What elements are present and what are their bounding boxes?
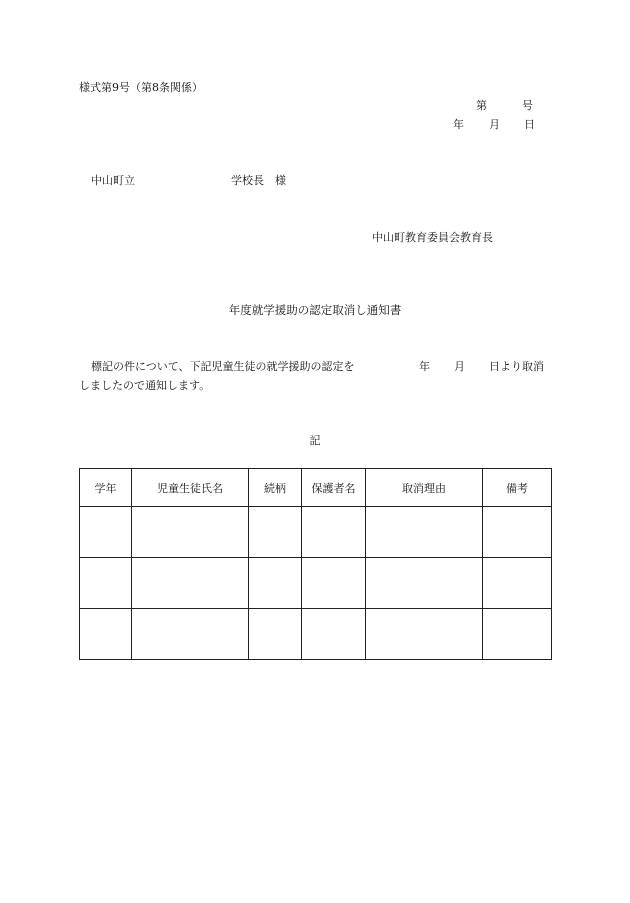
table-cell xyxy=(366,558,483,609)
table-cell xyxy=(249,609,302,660)
table-cell xyxy=(366,507,483,558)
table-cell xyxy=(80,609,132,660)
table-cell xyxy=(80,558,132,609)
col-header-relationship: 続柄 xyxy=(249,469,302,507)
table-cell xyxy=(132,558,249,609)
body-day-tail: 日より取消 xyxy=(489,360,544,373)
document-title: 年度就学援助の認定取消し通知書 xyxy=(228,303,402,317)
table-cell xyxy=(249,507,302,558)
table-cell xyxy=(249,558,302,609)
col-header-cancel-reason: 取消理由 xyxy=(366,469,483,507)
col-header-remarks: 備考 xyxy=(483,469,552,507)
addressee-school: 中山町立 xyxy=(91,174,135,187)
form-number: 様式第9号（第8条関係） xyxy=(79,81,203,94)
date-month-label: 月 xyxy=(489,118,500,131)
col-header-student-name: 児童生徒氏名 xyxy=(132,469,249,507)
addressee-principal: 学校長 様 xyxy=(231,174,286,187)
table-cell xyxy=(132,507,249,558)
document-number-prefix: 第 xyxy=(476,99,487,112)
body-line-1 xyxy=(79,360,551,374)
student-table xyxy=(79,468,552,660)
table-header-row xyxy=(80,469,552,507)
table-row xyxy=(80,609,552,660)
document-number-suffix: 号 xyxy=(522,99,533,112)
col-header-grade: 学年 xyxy=(80,469,132,507)
table-cell xyxy=(302,609,366,660)
table-cell xyxy=(80,507,132,558)
table-cell xyxy=(483,507,552,558)
body-line-2: しましたので通知します。 xyxy=(79,379,211,392)
body-month-label: 月 xyxy=(454,360,465,373)
table-cell xyxy=(132,609,249,660)
date-day-label: 日 xyxy=(524,118,535,131)
sender-name: 中山町教育委員会教育長 xyxy=(372,231,493,244)
date-year-label: 年 xyxy=(453,118,464,131)
table-cell xyxy=(302,507,366,558)
table-cell xyxy=(302,558,366,609)
table-row xyxy=(80,507,552,558)
body-year-label: 年 xyxy=(419,360,430,373)
table-cell xyxy=(366,609,483,660)
body-main-text: 標記の件について、下記児童生徒の就学援助の認定を xyxy=(91,360,355,373)
table-cell xyxy=(483,558,552,609)
ki-heading: 記 xyxy=(309,434,321,447)
col-header-guardian-name: 保護者名 xyxy=(302,469,366,507)
table-cell xyxy=(483,609,552,660)
table-row xyxy=(80,558,552,609)
